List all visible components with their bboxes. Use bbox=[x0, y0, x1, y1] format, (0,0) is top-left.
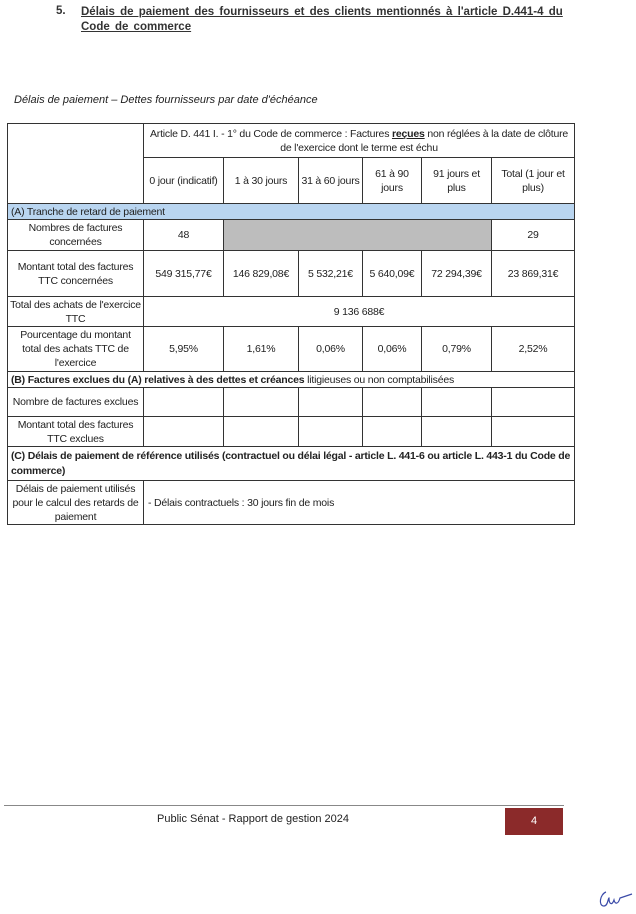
column-header: 31 à 60 jours bbox=[299, 158, 363, 204]
greyed-cell bbox=[224, 220, 492, 251]
signature-initials bbox=[598, 888, 634, 910]
cell: - Délais contractuels : 30 jours fin de mois bbox=[144, 481, 575, 525]
cell: 146 829,08€ bbox=[224, 251, 299, 297]
section-number: 5. bbox=[56, 5, 66, 17]
table-row bbox=[8, 481, 575, 525]
table-row bbox=[8, 297, 575, 327]
cell: 5,95% bbox=[144, 327, 224, 372]
cell: 2,52% bbox=[492, 327, 575, 372]
cell: 5 532,21€ bbox=[299, 251, 363, 297]
row-label: Nombres de factures concernées bbox=[8, 220, 144, 251]
footer-text: Public Sénat - Rapport de gestion 2024 bbox=[157, 813, 350, 825]
row-label: Total des achats de l'exercice TTC bbox=[8, 297, 144, 327]
cell: 1,61% bbox=[224, 327, 299, 372]
cell: 23 869,31€ bbox=[492, 251, 575, 297]
payment-delays-table bbox=[7, 123, 575, 525]
cell: 0,06% bbox=[299, 327, 363, 372]
section-title: Délais de paiement des fournisseurs et des clients mentionnés à l'article D.441-4 du Code de commerce bbox=[81, 6, 563, 33]
column-header: 0 jour (indicatif) bbox=[144, 158, 224, 204]
cell: 0,06% bbox=[363, 327, 422, 372]
section-a-header: (A) Tranche de retard de paiement bbox=[8, 204, 575, 220]
column-header: Total (1 jour et plus) bbox=[492, 158, 575, 204]
section-c-header: (C) Délais de paiement de référence utilisés (contractuel ou délai légal - article L. 441-6 ou article L. 443-1 du Code de commerce) bbox=[8, 447, 575, 481]
column-header: 61 à 90 jours bbox=[363, 158, 422, 204]
cell: 29 bbox=[492, 220, 575, 251]
cell: 9 136 688€ bbox=[144, 297, 575, 327]
page-number: 4 bbox=[505, 808, 563, 835]
article-header: Article D. 441 I. - 1° du Code de commerce : Factures reçues non réglées à la date de clôture de l'exercice dont le terme est échu bbox=[144, 124, 575, 158]
table-row bbox=[8, 220, 575, 251]
row-label: Montant total des factures TTC concernées bbox=[8, 251, 144, 297]
empty-corner-cell bbox=[8, 124, 144, 204]
table-caption: Délais de paiement – Dettes fournisseurs par date d'échéance bbox=[14, 94, 318, 106]
table-row bbox=[8, 417, 575, 447]
cell: 5 640,09€ bbox=[363, 251, 422, 297]
section-b-header: (B) Factures exclues du (A) relatives à des dettes et créances litigieuses ou non comptabilisées bbox=[8, 372, 575, 388]
cell: 48 bbox=[144, 220, 224, 251]
row-label: Nombre de factures exclues bbox=[8, 388, 144, 417]
column-header: 91 jours et plus bbox=[422, 158, 492, 204]
column-header: 1 à 30 jours bbox=[224, 158, 299, 204]
footer-divider bbox=[4, 805, 564, 806]
cell: 549 315,77€ bbox=[144, 251, 224, 297]
table-row bbox=[8, 388, 575, 417]
table-row bbox=[8, 327, 575, 372]
row-label: Pourcentage du montant total des achats TTC de l'exercice bbox=[8, 327, 144, 372]
table-row bbox=[8, 251, 575, 297]
cell: 0,79% bbox=[422, 327, 492, 372]
cell: 72 294,39€ bbox=[422, 251, 492, 297]
row-label: Délais de paiement utilisés pour le calcul des retards de paiement bbox=[8, 481, 144, 525]
row-label: Montant total des factures TTC exclues bbox=[8, 417, 144, 447]
